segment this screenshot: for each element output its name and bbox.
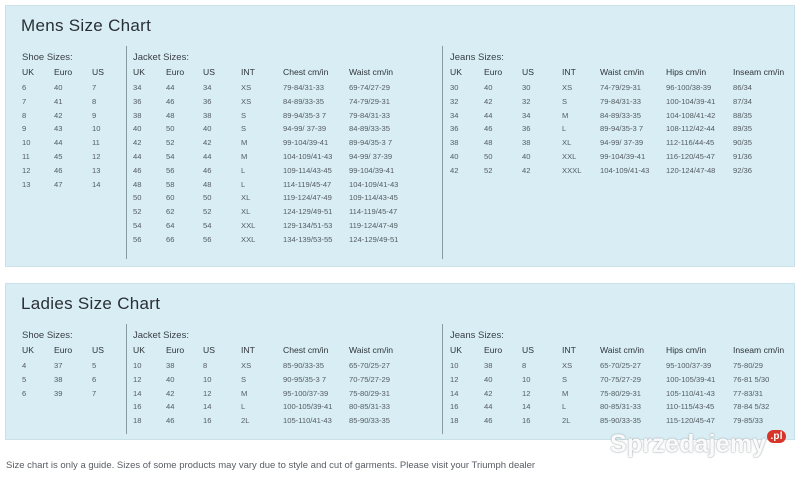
table-cell: 89-94/35-3 7 [349,138,393,148]
shoe-sizes-title: Shoe Sizes: [22,52,73,63]
table-cell: 96-100/38-39 [666,83,712,92]
jacket-sizes-title: Jacket Sizes: [133,52,189,63]
table-cell: 11 [92,138,100,148]
table-cell: 46 [54,165,63,175]
table-cell: 5 [92,361,97,370]
table-cell: 40 [203,124,212,134]
table-cell: 44 [54,138,63,148]
table-cell: XS [241,361,252,370]
ladies-divider-2 [442,324,443,434]
table-cell: 80-85/31-33 [600,402,641,412]
table-cell: L [241,402,246,412]
ladies-chart-title: Ladies Size Chart [21,294,161,313]
table-cell: 56 [166,165,175,175]
column-header: US [522,67,534,77]
table-cell: 38 [484,361,493,370]
table-cell: 42 [203,138,212,148]
column-header: Inseam cm/in [733,67,785,77]
table-cell: 109-114/43-45 [349,193,398,203]
table-cell: 54 [203,221,212,230]
table-cell: 42 [133,138,142,148]
table-cell: 89-94/35-3 7 [600,124,644,134]
table-cell: 12 [92,152,101,161]
table-cell: 85-90/33-35 [283,361,324,370]
table-cell: 105-110/41-43 [666,388,715,398]
table-cell: 18 [450,416,459,426]
table-cell: 54 [166,152,175,161]
table-cell: 39 [54,388,63,398]
table-cell: 104-109/41-43 [349,179,399,189]
table-cell: 99-104/39-41 [349,165,395,175]
table-cell: 62 [166,207,175,217]
table-cell: 109-114/43-45 [283,165,332,175]
table-cell: 42 [484,388,493,398]
column-header: INT [562,345,576,355]
table-cell: 85-90/33-35 [349,416,390,426]
table-cell: 36 [133,96,142,106]
table-cell: 94-99/ 37-39 [600,138,644,148]
table-cell: S [241,110,247,120]
table-cell: XS [241,96,252,106]
table-cell: 119-124/47-49 [283,193,332,203]
table-cell: 12 [450,374,459,384]
table-cell: 46 [484,416,493,426]
table-cell: 42 [484,96,493,106]
table-cell: 80-85/31-33 [349,402,390,412]
table-cell: 94-99/ 37-39 [283,124,327,134]
table-cell: 40 [484,374,493,384]
column-header: UK [133,345,145,355]
column-header: Inseam cm/in [733,345,785,355]
table-cell: 54 [133,221,142,230]
table-cell: M [241,152,248,161]
table-cell: 10 [92,124,101,134]
table-cell: 44 [203,152,212,161]
table-cell: 60 [166,193,175,203]
table-cell: 34 [203,83,212,92]
table-cell: XL [241,193,251,203]
table-cell: 65-70/25-27 [349,361,390,370]
table-cell: 36 [522,124,531,134]
table-cell: L [562,402,567,412]
table-cell: 79-84/31-33 [283,83,324,92]
table-cell: 14 [92,179,101,189]
table-cell: 89-94/35-3 7 [283,110,327,120]
table-cell: 12 [133,374,142,384]
table-cell: XXL [562,152,577,161]
table-cell: 38 [522,138,531,148]
table-cell: S [241,374,247,384]
table-cell: 12 [22,165,31,175]
table-cell: 37 [54,361,63,370]
column-header: Euro [166,67,185,77]
table-cell: 45 [54,152,63,161]
column-header: UK [22,67,34,77]
table-cell: 77-83/31 [733,388,763,398]
table-cell: 11 [22,152,30,161]
table-cell: 90/35 [733,138,753,148]
table-cell: 48 [203,179,212,189]
table-cell: 116-120/45-47 [666,152,715,161]
table-cell: 40 [522,152,531,161]
table-cell: 89/35 [733,124,753,134]
column-header: INT [241,67,255,77]
table-cell: 38 [54,374,63,384]
mens-chart-title: Mens Size Chart [21,16,152,35]
column-header: US [92,67,104,77]
table-cell: 46 [133,165,142,175]
table-cell: 36 [450,124,459,134]
table-cell: 2L [562,416,571,426]
table-cell: 30 [450,83,459,92]
table-cell: XS [562,83,573,92]
table-cell: L [241,165,246,175]
table-cell: 32 [522,96,531,106]
table-cell: 50 [133,193,142,203]
table-cell: 44 [166,402,175,412]
table-cell: S [241,124,247,134]
table-cell: 12 [522,388,531,398]
table-cell: 10 [203,374,212,384]
table-cell: 34 [450,110,459,120]
table-cell: 69-74/27-29 [349,83,390,92]
column-header: Euro [484,345,503,355]
table-cell: 47 [54,179,63,189]
table-cell: 74-79/29-31 [349,96,390,106]
table-cell: 7 [22,96,27,106]
table-cell: 34 [133,83,142,92]
table-cell: 134-139/53-55 [283,234,333,244]
table-cell: 14 [522,402,531,412]
table-cell: 75-80/29 [733,361,763,370]
table-cell: 44 [166,83,175,92]
table-cell: 66 [166,234,175,244]
table-cell: 38 [166,361,175,370]
table-cell: 70-75/27-29 [349,374,390,384]
table-cell: 44 [484,110,493,120]
table-cell: 38 [450,138,459,148]
table-cell: 90-95/35-3 7 [283,374,327,384]
table-cell: 50 [166,124,175,134]
table-cell: 105-110/41-43 [283,416,332,426]
table-cell: 75-80/29-31 [349,388,390,398]
table-cell: 9 [92,110,97,120]
table-cell: 9 [22,124,27,134]
table-cell: 56 [133,234,142,244]
table-cell: 12 [203,388,212,398]
disclaimer-footer: Size chart is only a guide. Sizes of some products may vary due to style and cut of garments. Please visit your Triumph dealer [6,460,536,471]
table-cell: 114-119/45-47 [349,207,398,217]
mens-size-chart-panel [5,5,795,267]
table-cell: 40 [450,152,459,161]
table-cell: 16 [450,402,459,412]
table-cell: 34 [522,110,531,120]
table-cell: 48 [166,110,175,120]
table-cell: 10 [133,361,142,370]
table-cell: 7 [92,83,97,92]
table-cell: L [241,179,246,189]
table-cell: 112-116/44-45 [666,138,715,148]
table-cell: 104-109/41-43 [600,165,650,175]
table-cell: 58 [166,179,175,189]
column-header: UK [450,67,462,77]
table-cell: 84-89/33-35 [283,96,324,106]
column-header: Waist cm/in [600,67,645,77]
jeans-sizes-title: Jeans Sizes: [450,52,504,63]
table-cell: 65-70/25-27 [600,361,641,370]
column-header: Waist cm/in [349,67,394,77]
table-cell: 44 [133,152,142,161]
shoe-sizes-title: Shoe Sizes: [22,330,73,341]
table-cell: 70-75/27-29 [600,374,641,384]
table-cell: 75-80/29-31 [600,388,641,398]
table-cell: 10 [522,374,531,384]
column-header: Hips cm/in [666,345,707,355]
table-cell: 18 [133,416,142,426]
table-cell: 8 [203,361,208,370]
table-cell: 110-115/43-45 [666,402,715,412]
table-cell: 41 [54,96,63,106]
column-header: Euro [54,67,73,77]
mens-divider-1 [126,46,127,259]
table-cell: 44 [484,402,493,412]
table-cell: 99-104/39-41 [600,152,646,161]
table-cell: 64 [166,221,175,230]
table-cell: 14 [133,388,142,398]
table-cell: 91/36 [733,152,753,161]
column-header: US [203,67,215,77]
table-cell: 86/34 [733,83,753,92]
table-cell: 56 [203,234,212,244]
table-cell: 79-84/31-33 [600,96,641,106]
ladies-size-chart-panel [5,283,795,440]
table-cell: 40 [54,83,63,92]
table-cell: XL [562,138,572,148]
column-header: Waist cm/in [600,345,645,355]
table-cell: 16 [133,402,142,412]
column-header: UK [133,67,145,77]
table-cell: 52 [166,138,175,148]
table-cell: 104-108/41-42 [666,110,716,120]
table-cell: 92/36 [733,165,753,175]
table-cell: 52 [484,165,493,175]
table-cell: 30 [522,83,531,92]
table-cell: XXL [241,221,256,230]
table-cell: 5 [22,374,27,384]
table-cell: L [562,124,567,134]
table-cell: 38 [203,110,212,120]
table-cell: 46 [203,165,212,175]
table-cell: 87/34 [733,96,753,106]
table-cell: 42 [450,165,459,175]
table-cell: M [562,110,569,120]
table-cell: 10 [22,138,31,148]
table-cell: 115-120/45-47 [666,416,715,426]
column-header: Euro [54,345,73,355]
table-cell: 104-109/41-43 [283,152,333,161]
table-cell: 16 [203,416,212,426]
ladies-divider-1 [126,324,127,434]
table-cell: 119-124/47-49 [349,221,398,230]
table-cell: 74-79/29-31 [600,83,641,92]
table-cell: 79-85/33 [733,416,763,426]
column-header: INT [241,345,255,355]
table-cell: 48 [484,138,493,148]
column-header: US [92,345,104,355]
table-cell: 32 [450,96,459,106]
watermark-suffix: .pl [767,430,785,443]
table-cell: 40 [484,83,493,92]
table-cell: 36 [203,96,212,106]
table-cell: 14 [203,402,212,412]
column-header: US [203,345,215,355]
watermark-text: Sprzedajemy [610,430,767,458]
column-header: US [522,345,534,355]
table-cell: XXL [241,234,256,244]
jacket-sizes-title: Jacket Sizes: [133,330,189,341]
column-header: UK [22,345,34,355]
column-header: Hips cm/in [666,67,707,77]
column-header: Euro [484,67,503,77]
column-header: Chest cm/in [283,345,329,355]
table-cell: S [562,96,568,106]
table-cell: 14 [450,388,459,398]
table-cell: 10 [450,361,459,370]
table-cell: 42 [54,110,63,120]
jeans-sizes-title: Jeans Sizes: [450,330,504,341]
table-cell: XL [241,207,251,217]
table-cell: 13 [92,165,101,175]
table-cell: 6 [22,388,27,398]
table-cell: 124-129/49-51 [349,234,399,244]
table-cell: XXXL [562,165,582,175]
table-cell: 99-104/39-41 [283,138,329,148]
table-cell: 95-100/37-39 [666,361,712,370]
mens-divider-2 [442,46,443,259]
table-cell: 13 [22,179,31,189]
column-header: Chest cm/in [283,67,329,77]
table-cell: 38 [133,110,142,120]
table-cell: 40 [166,374,175,384]
table-cell: XS [241,83,252,92]
table-cell: 88/35 [733,110,753,120]
table-cell: 84-89/33-35 [600,110,641,120]
table-cell: 95-100/37-39 [283,388,329,398]
table-cell: M [241,388,248,398]
table-cell: 42 [522,165,531,175]
table-cell: 52 [133,207,142,217]
table-cell: 100-105/39-41 [283,402,333,412]
table-cell: 50 [203,193,212,203]
table-cell: 85-90/33-35 [600,416,641,426]
table-cell: 40 [133,124,142,134]
table-cell: 94-99/ 37-39 [349,152,393,161]
table-cell: 79-84/31-33 [349,110,390,120]
table-cell: S [562,374,568,384]
watermark-logo [610,430,786,459]
table-cell: 78-84 5/32 [733,402,770,412]
table-cell: 8 [522,361,527,370]
table-cell: 46 [484,124,493,134]
column-header: Euro [166,345,185,355]
table-cell: 2L [241,416,250,426]
column-header: INT [562,67,576,77]
table-cell: 16 [522,416,531,426]
table-cell: 43 [54,124,63,134]
column-header: Waist cm/in [349,345,394,355]
table-cell: 46 [166,416,175,426]
table-cell: 48 [133,179,142,189]
table-cell: 4 [22,361,27,370]
table-cell: 129-134/51-53 [283,221,333,230]
table-cell: 124-129/49-51 [283,207,333,217]
table-cell: 7 [92,388,97,398]
table-cell: XS [562,361,573,370]
table-cell: 100-105/39-41 [666,374,716,384]
table-cell: 8 [22,110,27,120]
table-cell: M [562,388,569,398]
table-cell: 8 [92,96,97,106]
table-cell: 42 [166,388,175,398]
table-cell: 46 [166,96,175,106]
table-cell: M [241,138,248,148]
table-cell: 108-112/42-44 [666,124,715,134]
table-cell: 120-124/47-48 [666,165,716,175]
table-cell: 50 [484,152,493,161]
table-cell: 6 [92,374,97,384]
table-cell: 100-104/39-41 [666,96,716,106]
table-cell: 76-81 5/30 [733,374,770,384]
table-cell: 6 [22,83,27,92]
table-cell: 52 [203,207,212,217]
table-cell: 84-89/33-35 [349,124,390,134]
table-cell: 114-119/45-47 [283,179,332,189]
column-header: UK [450,345,462,355]
